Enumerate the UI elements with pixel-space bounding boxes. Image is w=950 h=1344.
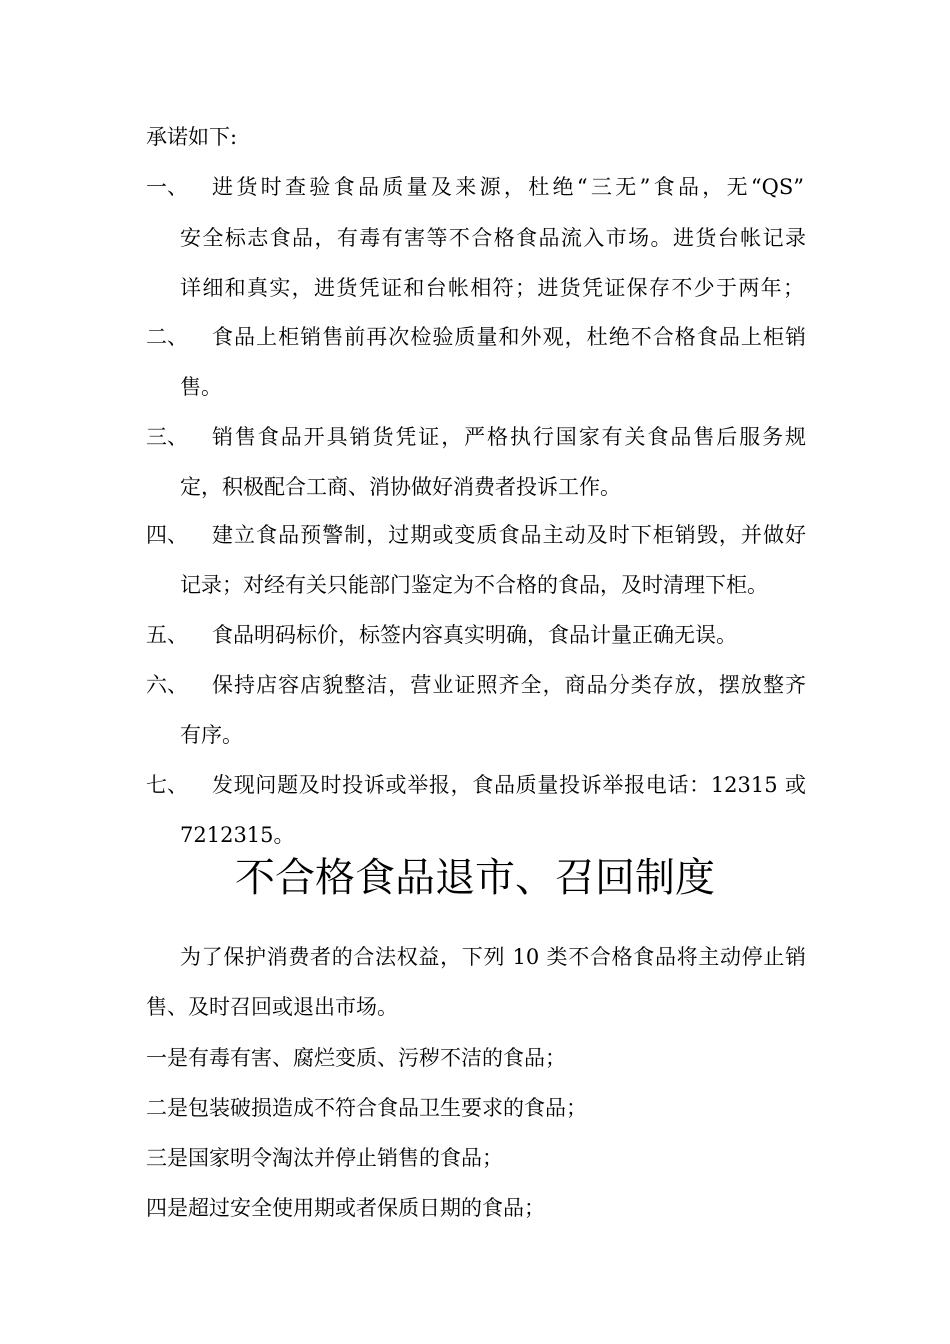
paragraph-line: 售、及时召回或退出市场。 [146, 995, 398, 1019]
commitment-line: 建立食品预警制，过期或变质食品主动及时下柜销毁，并做好 [212, 523, 806, 547]
commitment-number: 六、 [146, 673, 188, 697]
commitment-line: 7212315。 [180, 823, 295, 847]
commitment-line: 售。 [180, 375, 222, 399]
commitment-line: 有序。 [180, 723, 243, 747]
section-title: 不合格食品退市、召回制度 [235, 855, 715, 901]
commitment-number: 四、 [146, 523, 188, 547]
commitment-line: 食品明码标价，标签内容真实明确，食品计量正确无误。 [212, 623, 737, 647]
commitment-number: 三、 [146, 425, 188, 449]
commitment-number: 二、 [146, 325, 188, 349]
commitment-line: 进货时查验食品质量及来源，杜绝“三无”食品，无“QS” [212, 175, 804, 199]
commitment-line: 销售食品开具销货凭证，严格执行国家有关食品售后服务规 [212, 425, 806, 449]
commitment-line: 记录；对经有关只能部门鉴定为不合格的食品，及时清理下柜。 [180, 573, 768, 597]
commitment-number: 一、 [146, 175, 188, 199]
commitment-line: 详细和真实，进货凭证和台帐相符；进货凭证保存不少于两年； [180, 276, 804, 300]
commitment-line: 安全标志食品，有毒有害等不合格食品流入市场。进货台帐记录 [180, 226, 806, 250]
commitment-line: 保持店容店貌整洁，营业证照齐全，商品分类存放，摆放整齐 [212, 673, 806, 697]
list-item: 三是国家明令淘汰并停止销售的食品； [146, 1146, 503, 1170]
commitment-number: 五、 [146, 623, 188, 647]
commitment-line: 定，积极配合工商、消协做好消费者投诉工作。 [180, 475, 621, 499]
commitment-number: 七、 [146, 773, 188, 797]
list-item: 一是有毒有害、腐烂变质、污秽不洁的食品； [146, 1046, 566, 1070]
paragraph-line: 为了保护消费者的合法权益，下列 10 类不合格食品将主动停止销 [180, 945, 806, 969]
intro-text: 承诺如下: [146, 125, 238, 149]
list-item: 四是超过安全使用期或者保质日期的食品； [146, 1196, 545, 1220]
commitment-line: 食品上柜销售前再次检验质量和外观，杜绝不合格食品上柜销 [212, 325, 806, 349]
list-item: 二是包装破损造成不符合食品卫生要求的食品； [146, 1096, 587, 1120]
commitment-line: 发现问题及时投诉或举报，食品质量投诉举报电话：12315 或 [212, 773, 806, 797]
